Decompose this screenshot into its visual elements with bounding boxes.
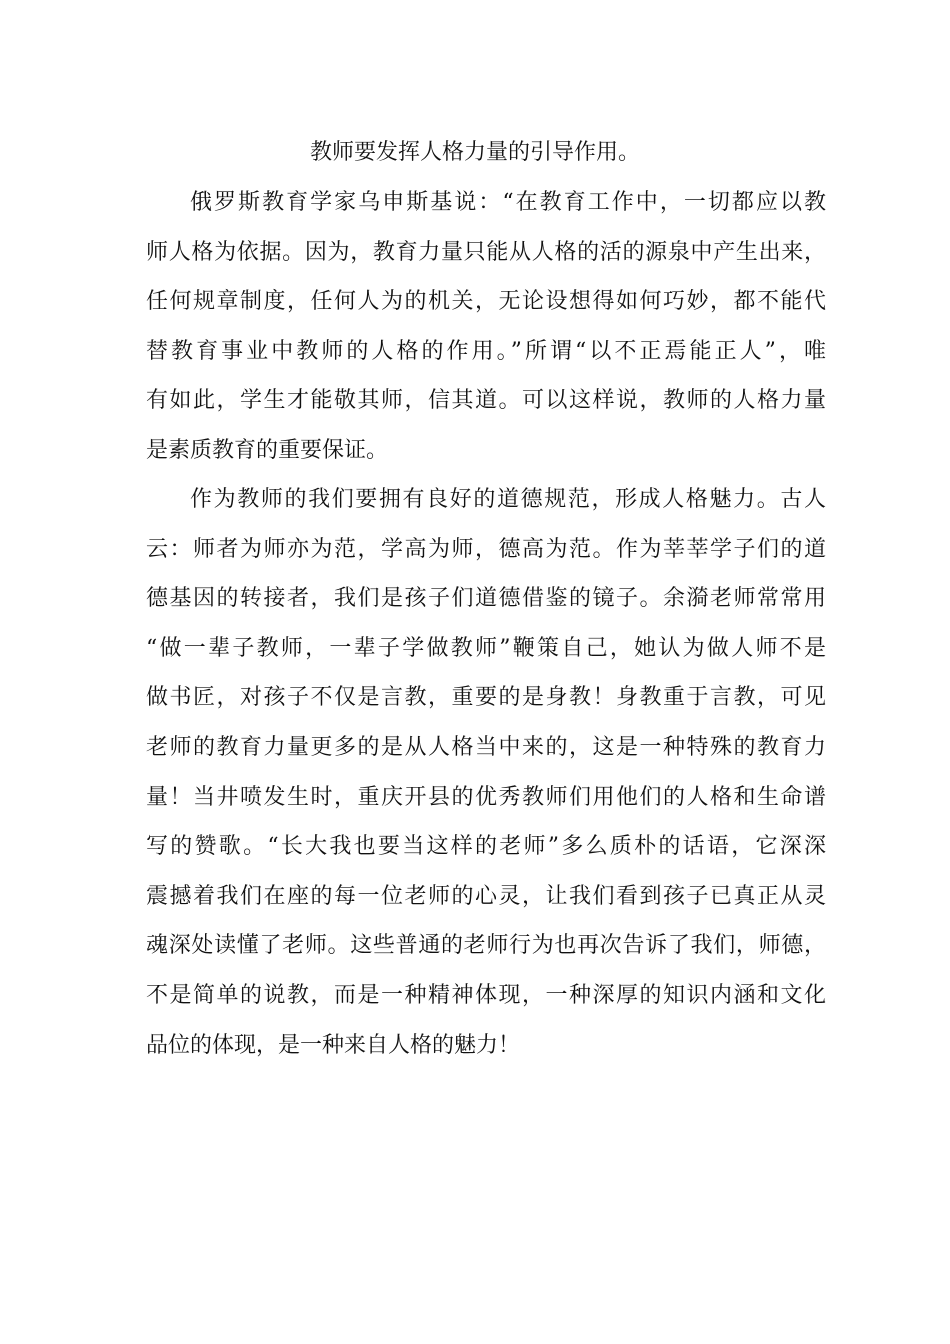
text-line: 老师的教育力量更多的是从人格当中来的，这是一种特殊的教育力: [146, 734, 826, 760]
text-line: 写的赞歌。“长大我也要当这样的老师”多么质朴的话语，它深深: [146, 834, 826, 860]
text-line: 云：师者为师亦为范，学高为师，德高为范。作为莘莘学子们的道: [146, 536, 826, 562]
text-line: 做书匠，对孩子不仅是言教，重要的是身教！身教重于言教，可见: [146, 685, 826, 711]
text-line: 任何规章制度，任何人为的机关，无论设想得如何巧妙，都不能代: [146, 289, 826, 315]
text-line: 量！当井喷发生时，重庆开县的优秀教师们用他们的人格和生命谱: [146, 784, 826, 810]
text-line: 是素质教育的重要保证。: [146, 437, 389, 463]
text-line: 品位的体现，是一种来自人格的魅力！: [146, 1032, 521, 1058]
text-line: “做一辈子教师，一辈子学做教师”鞭策自己，她认为做人师不是: [146, 635, 826, 661]
document-title: 教师要发挥人格力量的引导作用。: [309, 140, 640, 165]
paragraph-2: [146, 475, 826, 1070]
text-line: 师人格为依据。因为，教育力量只能从人格的活的源泉中产生出来，: [146, 239, 826, 265]
text-line: 德基因的转接者，我们是孩子们道德借鉴的镜子。余漪老师常常用: [146, 586, 826, 612]
paragraph-1: [146, 178, 826, 476]
text-line: 作为教师的我们要拥有良好的道德规范，形成人格魅力。古人: [190, 487, 826, 512]
text-line: 震撼着我们在座的每一位老师的心灵，让我们看到孩子已真正从灵: [146, 883, 826, 909]
text-line: 俄罗斯教育学家乌申斯基说：“在教育工作中，一切都应以教: [190, 190, 826, 215]
text-line: 替教育事业中教师的人格的作用。”所谓“以不正焉能正人”，唯: [146, 338, 826, 364]
text-line: 不是简单的说教，而是一种精神体现，一种深厚的知识内涵和文化: [146, 982, 826, 1008]
text-line: 魂深处读懂了老师。这些普通的老师行为也再次告诉了我们，师德，: [146, 933, 826, 959]
text-line: 有如此，学生才能敬其师，信其道。可以这样说，教师的人格力量: [146, 388, 826, 414]
